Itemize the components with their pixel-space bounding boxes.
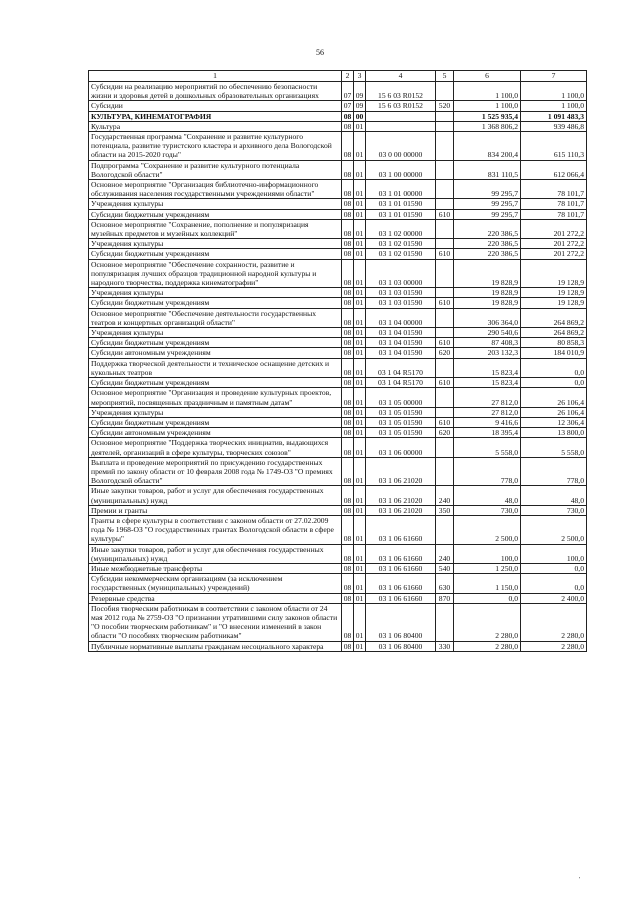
cell-sum-year2: 2 280,0 — [521, 603, 587, 641]
cell-section: 08 — [342, 288, 354, 298]
cell-target-article: 03 1 02 01590 — [366, 249, 436, 259]
cell-subsection: 01 — [354, 438, 366, 457]
cell-name: Учреждения культуры — [89, 407, 342, 417]
cell-sum-year2: 48,0 — [521, 486, 587, 505]
cell-sum-year1: 220 386,5 — [454, 249, 521, 259]
cell-target-article: 03 1 06 80400 — [366, 641, 436, 651]
cell-sum-year1: 27 812,0 — [454, 407, 521, 417]
cell-name: Государственная программа "Сохранение и развитие культурного потенциала, развитие туристского кластера и архивного дела Вологодской области на 2015-2020 годы" — [89, 132, 342, 161]
cell-subsection: 01 — [354, 515, 366, 544]
cell-sum-year1: 1 150,0 — [454, 574, 521, 593]
cell-sum-year2: 730,0 — [521, 505, 587, 515]
cell-expense-type — [436, 603, 454, 641]
header-cell-target-article: 4 — [366, 71, 436, 82]
cell-sum-year1: 778,0 — [454, 457, 521, 486]
cell-name: Субсидии автономным учреждениям — [89, 348, 342, 358]
cell-sum-year1: 220 386,5 — [454, 239, 521, 249]
cell-name: Субсидии бюджетным учреждениям — [89, 378, 342, 388]
table-row — [89, 121, 587, 131]
cell-target-article: 03 1 02 01590 — [366, 239, 436, 249]
cell-sum-year1: 19 828,9 — [454, 298, 521, 308]
table-row — [89, 111, 587, 121]
cell-name: Премии и гранты — [89, 505, 342, 515]
cell-name: Основное мероприятие "Обеспечение деятельности государственных театров и концертных организаций области" — [89, 308, 342, 327]
cell-sum-year1: 15 823,4 — [454, 378, 521, 388]
table-row — [89, 603, 587, 641]
cell-subsection: 01 — [354, 288, 366, 298]
table-row — [89, 486, 587, 505]
cell-sum-year1: 730,0 — [454, 505, 521, 515]
cell-target-article: 15 6 03 R0152 — [366, 82, 436, 101]
cell-name: Основное мероприятие "Обеспечение сохранности, развитие и популяризация лучших образцов традиционной народной культуры и народного творчества, поддержка кинематографии" — [89, 259, 342, 288]
cell-section: 08 — [342, 259, 354, 288]
table-row — [89, 438, 587, 457]
table-row — [89, 505, 587, 515]
cell-name: Пособия творческим работникам в соответствии с законом области от 24 мая 2012 года № 2759-ОЗ "О признании утратившими силу законов области "О пособии творческим работникам" и "О внесении изменений в закон области "О пособиях творческим работникам" — [89, 603, 342, 641]
cell-section: 08 — [342, 378, 354, 388]
table-row — [89, 82, 587, 101]
cell-sum-year1: 1 100,0 — [454, 101, 521, 111]
cell-sum-year2: 264 869,2 — [521, 308, 587, 327]
table-row — [89, 298, 587, 308]
cell-sum-year1: 0,0 — [454, 593, 521, 603]
cell-sum-year2: 19 128,9 — [521, 288, 587, 298]
cell-subsection: 01 — [354, 457, 366, 486]
cell-sum-year1: 18 395,4 — [454, 428, 521, 438]
page-number: 56 — [316, 48, 324, 57]
cell-sum-year1: 15 823,4 — [454, 358, 521, 377]
cell-expense-type: 540 — [436, 563, 454, 573]
cell-sum-year1: 19 828,9 — [454, 259, 521, 288]
cell-sum-year1: 306 364,0 — [454, 308, 521, 327]
cell-expense-type: 610 — [436, 209, 454, 219]
cell-target-article: 03 1 01 01590 — [366, 209, 436, 219]
cell-sum-year2: 201 272,2 — [521, 249, 587, 259]
cell-sum-year2: 0,0 — [521, 563, 587, 573]
cell-sum-year1: 48,0 — [454, 486, 521, 505]
table-row — [89, 358, 587, 377]
cell-section: 08 — [342, 515, 354, 544]
cell-expense-type: 610 — [436, 249, 454, 259]
cell-section: 08 — [342, 457, 354, 486]
cell-section: 07 — [342, 101, 354, 111]
cell-sum-year2: 1 100,0 — [521, 101, 587, 111]
cell-expense-type — [436, 132, 454, 161]
cell-target-article: 03 1 06 61660 — [366, 593, 436, 603]
cell-subsection: 01 — [354, 180, 366, 199]
cell-section: 08 — [342, 438, 354, 457]
cell-expense-type — [436, 219, 454, 238]
cell-subsection: 01 — [354, 505, 366, 515]
cell-target-article: 03 1 04 00000 — [366, 308, 436, 327]
header-row — [89, 71, 587, 82]
cell-target-article: 03 1 04 01590 — [366, 338, 436, 348]
header-cell-sum-year2: 7 — [521, 71, 587, 82]
cell-section: 08 — [342, 249, 354, 259]
cell-sum-year2: 78 101,7 — [521, 199, 587, 209]
cell-sum-year1: 27 812,0 — [454, 388, 521, 407]
cell-section: 08 — [342, 486, 354, 505]
cell-section: 08 — [342, 544, 354, 563]
cell-sum-year2: 264 869,2 — [521, 328, 587, 338]
cell-sum-year2: 2 400,0 — [521, 593, 587, 603]
cell-expense-type: 610 — [436, 417, 454, 427]
cell-target-article: 03 1 01 00000 — [366, 180, 436, 199]
cell-name: Субсидии бюджетным учреждениям — [89, 298, 342, 308]
cell-expense-type: 330 — [436, 641, 454, 651]
cell-sum-year1: 1 100,0 — [454, 82, 521, 101]
cell-section: 07 — [342, 82, 354, 101]
cell-sum-year1: 9 416,6 — [454, 417, 521, 427]
cell-target-article: 03 1 06 21020 — [366, 457, 436, 486]
cell-subsection: 01 — [354, 428, 366, 438]
cell-subsection: 01 — [354, 239, 366, 249]
cell-expense-type — [436, 121, 454, 131]
cell-sum-year2: 19 128,9 — [521, 298, 587, 308]
cell-name: Субсидии бюджетным учреждениям — [89, 249, 342, 259]
cell-target-article: 03 1 05 01590 — [366, 417, 436, 427]
cell-sum-year1: 1 250,0 — [454, 563, 521, 573]
cell-name: Субсидии на реализацию мероприятий по обеспечению безопасности жизни и здоровья детей в дошкольных образовательных организациях — [89, 82, 342, 101]
cell-expense-type — [436, 438, 454, 457]
cell-name: Резервные средства — [89, 593, 342, 603]
cell-expense-type: 620 — [436, 428, 454, 438]
cell-sum-year2: 80 858,3 — [521, 338, 587, 348]
cell-name: Гранты в сфере культуры в соответствии с законом области от 27.02.2009 года № 1968-ОЗ "О государственных грантах Вологодской области в сфере культуры" — [89, 515, 342, 544]
cell-sum-year2: 26 106,4 — [521, 407, 587, 417]
cell-expense-type: 240 — [436, 486, 454, 505]
cell-section: 08 — [342, 298, 354, 308]
cell-subsection: 01 — [354, 259, 366, 288]
cell-target-article — [366, 121, 436, 131]
table-row — [89, 199, 587, 209]
cell-sum-year2: 0,0 — [521, 378, 587, 388]
cell-section: 08 — [342, 505, 354, 515]
cell-expense-type — [436, 111, 454, 121]
cell-target-article: 03 1 03 00000 — [366, 259, 436, 288]
cell-sum-year1: 834 200,4 — [454, 132, 521, 161]
cell-sum-year1: 290 540,6 — [454, 328, 521, 338]
cell-subsection: 01 — [354, 388, 366, 407]
cell-section: 08 — [342, 219, 354, 238]
cell-sum-year1: 1 525 935,4 — [454, 111, 521, 121]
cell-expense-type: 630 — [436, 574, 454, 593]
cell-sum-year2: 184 010,9 — [521, 348, 587, 358]
cell-subsection: 00 — [354, 111, 366, 121]
cell-target-article: 03 1 00 00000 — [366, 160, 436, 179]
cell-expense-type — [436, 407, 454, 417]
table-row — [89, 574, 587, 593]
cell-section: 08 — [342, 328, 354, 338]
cell-target-article: 03 1 04 01590 — [366, 348, 436, 358]
cell-expense-type: 610 — [436, 298, 454, 308]
cell-name: Субсидии бюджетным учреждениям — [89, 338, 342, 348]
cell-target-article: 03 1 06 61660 — [366, 515, 436, 544]
cell-expense-type — [436, 328, 454, 338]
cell-name: Иные закупки товаров, работ и услуг для обеспечения государственных (муниципальных) нужд — [89, 486, 342, 505]
cell-sum-year2: 19 128,9 — [521, 259, 587, 288]
cell-sum-year2: 100,0 — [521, 544, 587, 563]
table-row — [89, 219, 587, 238]
cell-target-article: 03 1 05 01590 — [366, 407, 436, 417]
cell-section: 08 — [342, 132, 354, 161]
cell-target-article: 03 1 06 21020 — [366, 486, 436, 505]
cell-name: Учреждения культуры — [89, 288, 342, 298]
cell-expense-type: 610 — [436, 338, 454, 348]
cell-subsection: 01 — [354, 160, 366, 179]
table-row — [89, 288, 587, 298]
cell-expense-type: 610 — [436, 378, 454, 388]
table-row — [89, 641, 587, 651]
cell-subsection: 01 — [354, 298, 366, 308]
cell-target-article: 03 1 06 00000 — [366, 438, 436, 457]
cell-subsection: 01 — [354, 132, 366, 161]
table-row — [89, 388, 587, 407]
cell-name: Поддержка творческой деятельности и техническое оснащение детских и кукольных театров — [89, 358, 342, 377]
cell-expense-type — [436, 259, 454, 288]
table-row — [89, 563, 587, 573]
table-row — [89, 593, 587, 603]
table-row — [89, 180, 587, 199]
table-row — [89, 308, 587, 327]
table-row — [89, 328, 587, 338]
cell-section: 08 — [342, 428, 354, 438]
cell-sum-year1: 2 280,0 — [454, 641, 521, 651]
cell-subsection: 01 — [354, 563, 366, 573]
cell-section: 08 — [342, 603, 354, 641]
cell-section: 08 — [342, 574, 354, 593]
cell-sum-year2: 78 101,7 — [521, 209, 587, 219]
cell-subsection: 01 — [354, 544, 366, 563]
cell-section: 08 — [342, 338, 354, 348]
cell-name: Субсидии автономным учреждениям — [89, 428, 342, 438]
cell-sum-year1: 99 295,7 — [454, 199, 521, 209]
cell-name: Учреждения культуры — [89, 328, 342, 338]
cell-sum-year1: 100,0 — [454, 544, 521, 563]
cell-sum-year2: 78 101,7 — [521, 180, 587, 199]
table-row — [89, 348, 587, 358]
cell-section: 08 — [342, 358, 354, 377]
cell-section: 08 — [342, 417, 354, 427]
cell-section: 08 — [342, 348, 354, 358]
cell-target-article: 03 1 06 61660 — [366, 563, 436, 573]
cell-expense-type — [436, 457, 454, 486]
header-cell-section: 2 — [342, 71, 354, 82]
cell-target-article: 03 1 01 01590 — [366, 199, 436, 209]
cell-sum-year1: 99 295,7 — [454, 180, 521, 199]
cell-subsection: 01 — [354, 219, 366, 238]
cell-subsection: 01 — [354, 199, 366, 209]
cell-name: Основное мероприятие "Организация и проведение культурных проектов, мероприятий, посвященных праздничным и памятным датам" — [89, 388, 342, 407]
cell-target-article: 03 1 06 80400 — [366, 603, 436, 641]
cell-name: Подпрограмма "Сохранение и развитие культурного потенциала Вологодской области" — [89, 160, 342, 179]
cell-section: 08 — [342, 239, 354, 249]
cell-name: Основное мероприятие "Поддержка творческих инициатив, выдающихся деятелей, организаций в сфере культуры, творческих союзов" — [89, 438, 342, 457]
table-row — [89, 239, 587, 249]
cell-sum-year1: 220 386,5 — [454, 219, 521, 238]
cell-sum-year1: 831 110,5 — [454, 160, 521, 179]
cell-sum-year2: 0,0 — [521, 358, 587, 377]
cell-sum-year2: 5 558,0 — [521, 438, 587, 457]
cell-sum-year2: 0,0 — [521, 574, 587, 593]
cell-subsection: 01 — [354, 209, 366, 219]
table-row — [89, 417, 587, 427]
cell-name: Субсидии бюджетным учреждениям — [89, 209, 342, 219]
cell-expense-type — [436, 239, 454, 249]
table-row — [89, 515, 587, 544]
cell-target-article — [366, 111, 436, 121]
cell-sum-year2: 12 306,4 — [521, 417, 587, 427]
cell-name: Субсидии — [89, 101, 342, 111]
cell-expense-type — [436, 358, 454, 377]
cell-sum-year1: 19 828,9 — [454, 288, 521, 298]
corner-mark: ' — [578, 877, 580, 883]
cell-name: Основное мероприятие "Организация библиотечно-информационного обслуживания населения государственными учреждениями области" — [89, 180, 342, 199]
cell-target-article: 03 1 04 R5170 — [366, 378, 436, 388]
cell-section: 08 — [342, 209, 354, 219]
cell-subsection: 01 — [354, 417, 366, 427]
cell-name: Иные закупки товаров, работ и услуг для обеспечения государственных (муниципальных) нужд — [89, 544, 342, 563]
cell-subsection: 01 — [354, 593, 366, 603]
cell-sum-year2: 939 486,8 — [521, 121, 587, 131]
cell-expense-type: 350 — [436, 505, 454, 515]
cell-name: Иные межбюджетные трансферты — [89, 563, 342, 573]
cell-subsection: 01 — [354, 486, 366, 505]
cell-subsection: 09 — [354, 82, 366, 101]
cell-section: 08 — [342, 180, 354, 199]
cell-subsection: 01 — [354, 407, 366, 417]
cell-expense-type — [436, 180, 454, 199]
table-row — [89, 407, 587, 417]
cell-name: Учреждения культуры — [89, 239, 342, 249]
cell-name: Публичные нормативные выплаты гражданам несоциального характера — [89, 641, 342, 651]
cell-subsection: 01 — [354, 308, 366, 327]
cell-target-article: 03 1 06 61660 — [366, 574, 436, 593]
header-cell-name: 1 — [89, 71, 342, 82]
cell-expense-type — [436, 308, 454, 327]
cell-subsection: 01 — [354, 603, 366, 641]
cell-section: 08 — [342, 121, 354, 131]
cell-section: 08 — [342, 388, 354, 407]
cell-target-article: 15 6 03 R0152 — [366, 101, 436, 111]
budget-table — [88, 70, 587, 652]
cell-sum-year1: 2 280,0 — [454, 603, 521, 641]
cell-sum-year1: 1 368 806,2 — [454, 121, 521, 131]
header-cell-subsection: 3 — [354, 71, 366, 82]
table-row — [89, 101, 587, 111]
cell-sum-year2: 26 106,4 — [521, 388, 587, 407]
cell-expense-type — [436, 82, 454, 101]
cell-sum-year2: 1 091 483,3 — [521, 111, 587, 121]
cell-expense-type: 620 — [436, 348, 454, 358]
cell-sum-year2: 13 800,0 — [521, 428, 587, 438]
table-row — [89, 259, 587, 288]
cell-name: Выплата и проведение мероприятий по присуждению государственных премий по закону области от 10 февраля 2008 года № 1749-ОЗ "О премиях Вологодской области" — [89, 457, 342, 486]
cell-name: Субсидии некоммерческим организациям (за исключением государственных (муниципальных) учреждений) — [89, 574, 342, 593]
cell-subsection: 01 — [354, 641, 366, 651]
cell-target-article: 03 0 00 00000 — [366, 132, 436, 161]
table-row — [89, 209, 587, 219]
table-row — [89, 544, 587, 563]
cell-sum-year2: 612 066,4 — [521, 160, 587, 179]
cell-section: 08 — [342, 407, 354, 417]
cell-subsection: 01 — [354, 328, 366, 338]
cell-subsection: 01 — [354, 348, 366, 358]
cell-sum-year1: 99 295,7 — [454, 209, 521, 219]
cell-section: 08 — [342, 563, 354, 573]
cell-expense-type: 870 — [436, 593, 454, 603]
table-row — [89, 160, 587, 179]
cell-sum-year1: 87 408,3 — [454, 338, 521, 348]
cell-subsection: 01 — [354, 358, 366, 377]
cell-expense-type — [436, 515, 454, 544]
cell-sum-year1: 203 132,3 — [454, 348, 521, 358]
cell-subsection: 01 — [354, 249, 366, 259]
cell-subsection: 01 — [354, 121, 366, 131]
table-row — [89, 249, 587, 259]
cell-sum-year2: 2 500,0 — [521, 515, 587, 544]
cell-sum-year2: 201 272,2 — [521, 239, 587, 249]
table-row — [89, 338, 587, 348]
cell-expense-type — [436, 288, 454, 298]
cell-expense-type: 520 — [436, 101, 454, 111]
cell-target-article: 03 1 05 01590 — [366, 428, 436, 438]
cell-sum-year2: 778,0 — [521, 457, 587, 486]
cell-target-article: 03 1 06 61660 — [366, 544, 436, 563]
table-row — [89, 457, 587, 486]
cell-expense-type — [436, 388, 454, 407]
cell-section: 08 — [342, 641, 354, 651]
cell-subsection: 01 — [354, 338, 366, 348]
cell-subsection: 09 — [354, 101, 366, 111]
cell-target-article: 03 1 03 01590 — [366, 298, 436, 308]
cell-target-article: 03 1 06 21020 — [366, 505, 436, 515]
cell-name: Учреждения культуры — [89, 199, 342, 209]
cell-sum-year2: 1 100,0 — [521, 82, 587, 101]
cell-section: 08 — [342, 593, 354, 603]
header-cell-sum-year1: 6 — [454, 71, 521, 82]
cell-sum-year1: 5 558,0 — [454, 438, 521, 457]
cell-target-article: 03 1 03 01590 — [366, 288, 436, 298]
cell-section: 08 — [342, 308, 354, 327]
cell-expense-type: 240 — [436, 544, 454, 563]
cell-name: Субсидии бюджетным учреждениям — [89, 417, 342, 427]
cell-sum-year2: 615 110,3 — [521, 132, 587, 161]
cell-expense-type — [436, 199, 454, 209]
cell-name: Культура — [89, 121, 342, 131]
cell-subsection: 01 — [354, 378, 366, 388]
cell-expense-type — [436, 160, 454, 179]
cell-section: 08 — [342, 199, 354, 209]
cell-target-article: 03 1 02 00000 — [366, 219, 436, 238]
cell-sum-year1: 2 500,0 — [454, 515, 521, 544]
cell-name: Основное мероприятие "Сохранение, пополнение и популяризация музейных предметов и музейных коллекций" — [89, 219, 342, 238]
cell-target-article: 03 1 04 R5170 — [366, 358, 436, 377]
cell-sum-year2: 201 272,2 — [521, 219, 587, 238]
table-row — [89, 132, 587, 161]
cell-section: 08 — [342, 111, 354, 121]
table-row — [89, 378, 587, 388]
cell-name: КУЛЬТУРА, КИНЕМАТОГРАФИЯ — [89, 111, 342, 121]
table-row — [89, 428, 587, 438]
cell-sum-year2: 2 280,0 — [521, 641, 587, 651]
cell-section: 08 — [342, 160, 354, 179]
header-cell-expense-type: 5 — [436, 71, 454, 82]
cell-target-article: 03 1 04 01590 — [366, 328, 436, 338]
cell-subsection: 01 — [354, 574, 366, 593]
cell-target-article: 03 1 05 00000 — [366, 388, 436, 407]
